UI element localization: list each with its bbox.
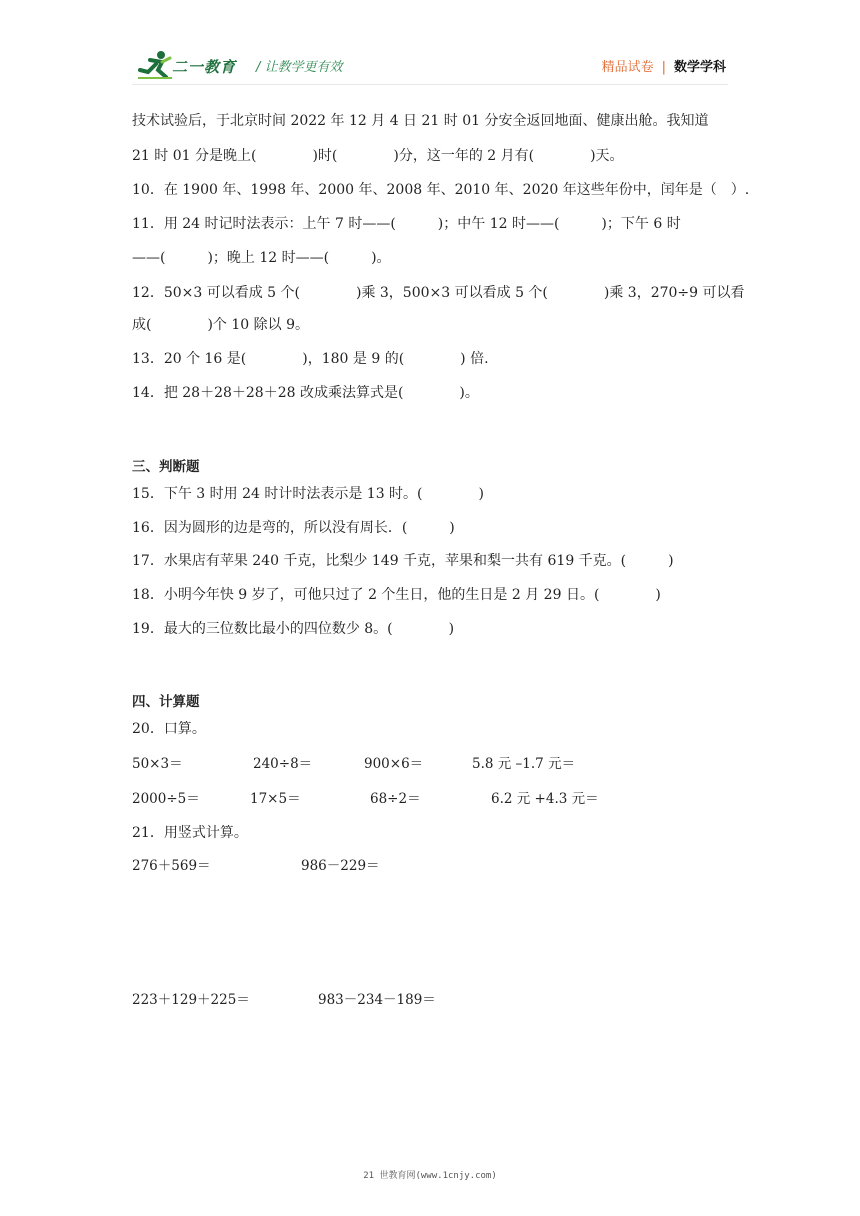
vertical-calc-item: 276＋569＝ (132, 858, 211, 874)
question-16: 16．因为圆形的边是弯的，所以没有周长．( ) (132, 520, 455, 536)
oral-item: 50×3＝ (132, 756, 183, 772)
question-line: 技术试验后，于北京时间 2022 年 12 月 4 日 21 时 01 分安全返回地面、健康出舱。我知道 (132, 113, 709, 129)
brand-right (602, 56, 726, 75)
question-18: 18．小明今年快 9 岁了，可他只过了 2 个生日，他的生日是 2 月 29 日。( ) (132, 587, 661, 603)
page-header (0, 0, 860, 90)
oral-item: 17×5＝ (250, 791, 301, 807)
question-19: 19．最大的三位数比最小的四位数少 8。( ) (132, 621, 455, 637)
question-line: 成( )个 10 除以 9。 (132, 317, 309, 333)
logo-text: 二一教育 (172, 58, 237, 76)
runner-logo-icon (136, 50, 174, 80)
question-12: 12．50×3 可以看成 5 个( )乘 3，500×3 可以看成 5 个( )乘 3，270÷9 可以看 (132, 285, 745, 301)
oral-item: 6.2 元 +4.3 元＝ (491, 791, 599, 807)
question-11: 11．用 24 时记时法表示：上午 7 时——( )；中午 12 时——( )；下午 6 时 (132, 216, 681, 232)
quality-tag: 精品试卷 (601, 60, 654, 75)
question-line: ——( )；晚上 12 时——( )。 (132, 250, 391, 266)
vertical-calc-item: 986－229＝ (301, 858, 380, 874)
question-17: 17．水果店有苹果 240 千克，比梨少 149 千克，苹果和梨一共有 619 千克。( ) (132, 553, 674, 569)
vertical-calc-item: 223＋129＋225＝ (132, 992, 250, 1008)
oral-item: 240÷8＝ (253, 756, 313, 772)
subject-label: 数学学科 (673, 60, 726, 75)
oral-item: 900×6＝ (364, 756, 424, 772)
brand-logo (136, 50, 248, 82)
brand-slogan: / 让教学更有效 (256, 60, 343, 75)
section-heading-judgement: 三、判断题 (132, 459, 200, 475)
question-21: 21．用竖式计算。 (132, 825, 248, 841)
question-20: 20．口算。 (132, 721, 206, 737)
header-divider (132, 84, 728, 85)
question-14: 14．把 28＋28＋28＋28 改成乘法算式是( )。 (132, 385, 479, 401)
brand-separator: | (661, 60, 666, 75)
vertical-calc-item: 983－234－189＝ (318, 992, 436, 1008)
oral-item: 5.8 元 –1.7 元＝ (472, 756, 576, 772)
question-line: 21 时 01 分是晚上( )时( )分，这一年的 2 月有( )天。 (132, 148, 624, 164)
section-heading-calculation: 四、计算题 (132, 694, 200, 710)
question-10: 10．在 1900 年、1998 年、2000 年、2008 年、2010 年、2020 年这些年份中，闰年是（ ）. (132, 182, 750, 198)
oral-item: 2000÷5＝ (132, 791, 200, 807)
oral-item: 68÷2＝ (370, 791, 421, 807)
question-15: 15．下午 3 时用 24 时计时法表示是 13 时。( ) (132, 486, 484, 502)
page-footer: 21 世教育网(www.1cnjy.com) (363, 1171, 497, 1181)
question-13: 13．20 个 16 是( )，180 是 9 的( ) 倍. (132, 351, 489, 367)
